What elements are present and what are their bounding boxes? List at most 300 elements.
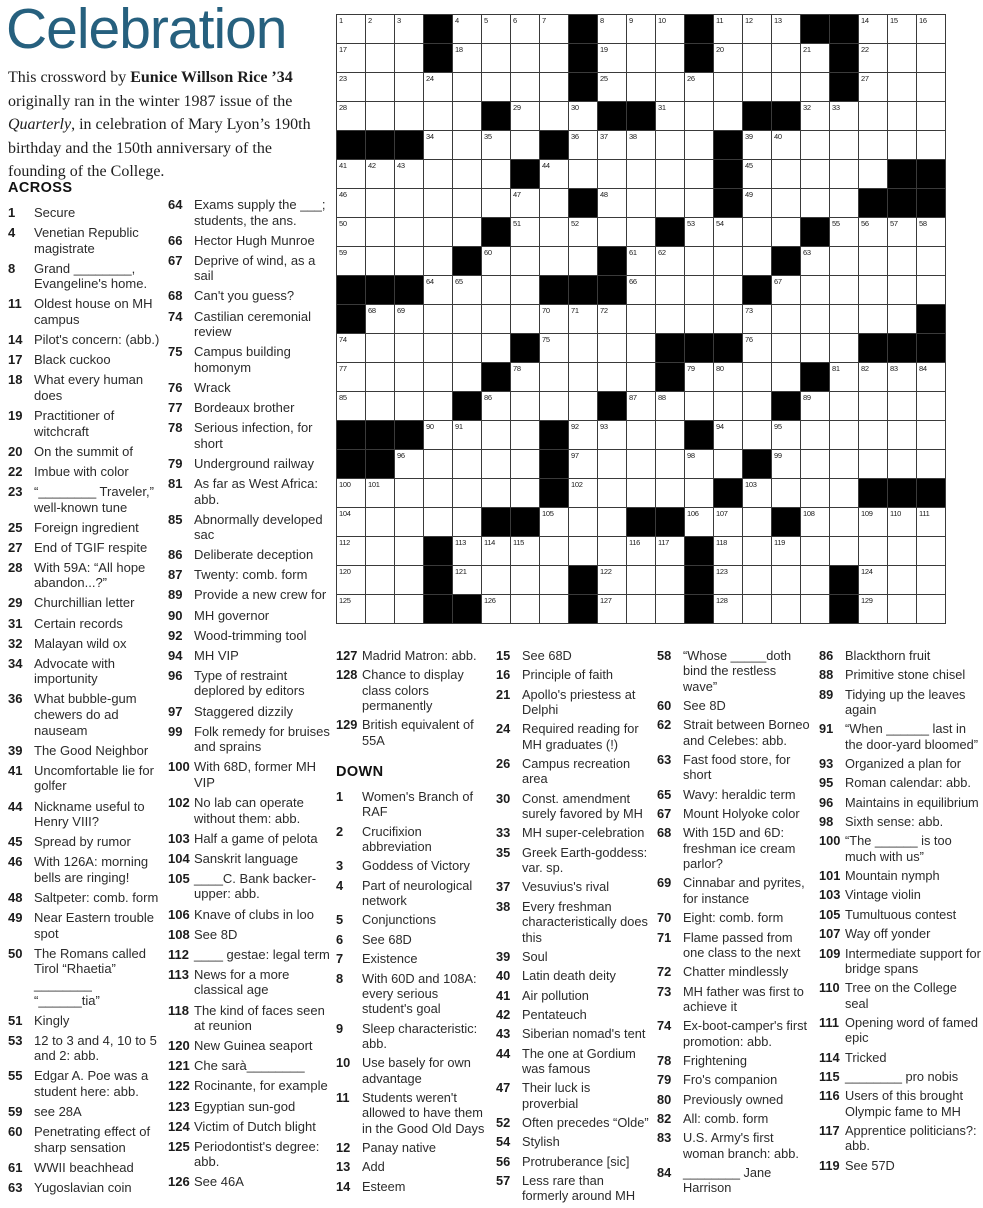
grid-cell[interactable] xyxy=(859,508,887,536)
grid-cell[interactable] xyxy=(453,131,481,159)
grid-cell[interactable] xyxy=(830,334,858,362)
grid-cell[interactable] xyxy=(395,102,423,130)
grid-cell[interactable] xyxy=(714,44,742,72)
grid-cell[interactable] xyxy=(395,363,423,391)
grid-cell[interactable] xyxy=(395,189,423,217)
grid-cell[interactable] xyxy=(859,566,887,594)
grid-cell[interactable] xyxy=(685,392,713,420)
grid-cell[interactable] xyxy=(598,73,626,101)
grid-cell[interactable] xyxy=(830,363,858,391)
grid-cell[interactable] xyxy=(424,131,452,159)
grid-cell[interactable] xyxy=(366,508,394,536)
grid-cell[interactable] xyxy=(859,73,887,101)
grid-cell[interactable] xyxy=(830,450,858,478)
grid-cell[interactable] xyxy=(917,247,945,275)
grid-cell[interactable] xyxy=(743,363,771,391)
grid-cell[interactable] xyxy=(366,15,394,43)
grid-cell[interactable] xyxy=(772,189,800,217)
grid-cell[interactable] xyxy=(743,305,771,333)
grid-cell[interactable] xyxy=(801,566,829,594)
grid-cell[interactable] xyxy=(772,73,800,101)
grid-cell[interactable] xyxy=(540,218,568,246)
grid-cell[interactable] xyxy=(598,566,626,594)
grid-cell[interactable] xyxy=(337,247,365,275)
grid-cell[interactable] xyxy=(772,160,800,188)
grid-cell[interactable] xyxy=(569,102,597,130)
grid-cell[interactable] xyxy=(685,189,713,217)
grid-cell[interactable] xyxy=(656,566,684,594)
grid-cell[interactable] xyxy=(511,595,539,623)
grid-cell[interactable] xyxy=(482,450,510,478)
grid-cell[interactable] xyxy=(656,537,684,565)
grid-cell[interactable] xyxy=(627,44,655,72)
grid-cell[interactable] xyxy=(801,537,829,565)
grid-cell[interactable] xyxy=(395,160,423,188)
grid-cell[interactable] xyxy=(859,131,887,159)
grid-cell[interactable] xyxy=(859,305,887,333)
grid-cell[interactable] xyxy=(714,508,742,536)
grid-cell[interactable] xyxy=(395,218,423,246)
grid-cell[interactable] xyxy=(453,479,481,507)
grid-cell[interactable] xyxy=(482,44,510,72)
grid-cell[interactable] xyxy=(859,276,887,304)
grid-cell[interactable] xyxy=(337,479,365,507)
grid-cell[interactable] xyxy=(656,247,684,275)
grid-cell[interactable] xyxy=(337,15,365,43)
grid-cell[interactable] xyxy=(772,479,800,507)
grid-cell[interactable] xyxy=(627,566,655,594)
grid-cell[interactable] xyxy=(453,218,481,246)
grid-cell[interactable] xyxy=(772,450,800,478)
grid-cell[interactable] xyxy=(801,73,829,101)
grid-cell[interactable] xyxy=(627,276,655,304)
grid-cell[interactable] xyxy=(772,44,800,72)
grid-cell[interactable] xyxy=(685,363,713,391)
grid-cell[interactable] xyxy=(830,189,858,217)
grid-cell[interactable] xyxy=(569,305,597,333)
grid-cell[interactable] xyxy=(888,44,916,72)
grid-cell[interactable] xyxy=(888,537,916,565)
grid-cell[interactable] xyxy=(801,189,829,217)
grid-cell[interactable] xyxy=(801,305,829,333)
grid-cell[interactable] xyxy=(743,508,771,536)
grid-cell[interactable] xyxy=(888,247,916,275)
grid-cell[interactable] xyxy=(569,247,597,275)
grid-cell[interactable] xyxy=(801,334,829,362)
grid-cell[interactable] xyxy=(395,44,423,72)
grid-cell[interactable] xyxy=(627,305,655,333)
grid-cell[interactable] xyxy=(830,131,858,159)
grid-cell[interactable] xyxy=(598,160,626,188)
grid-cell[interactable] xyxy=(482,566,510,594)
grid-cell[interactable] xyxy=(627,131,655,159)
grid-cell[interactable] xyxy=(743,189,771,217)
grid-cell[interactable] xyxy=(482,305,510,333)
grid-cell[interactable] xyxy=(453,73,481,101)
grid-cell[interactable] xyxy=(395,566,423,594)
grid-cell[interactable] xyxy=(598,305,626,333)
grid-cell[interactable] xyxy=(540,508,568,536)
grid-cell[interactable] xyxy=(569,218,597,246)
grid-cell[interactable] xyxy=(366,218,394,246)
grid-cell[interactable] xyxy=(627,595,655,623)
grid-cell[interactable] xyxy=(511,479,539,507)
grid-cell[interactable] xyxy=(627,421,655,449)
grid-cell[interactable] xyxy=(540,305,568,333)
grid-cell[interactable] xyxy=(743,537,771,565)
grid-cell[interactable] xyxy=(772,537,800,565)
grid-cell[interactable] xyxy=(714,363,742,391)
grid-cell[interactable] xyxy=(627,363,655,391)
grid-cell[interactable] xyxy=(424,363,452,391)
grid-cell[interactable] xyxy=(627,160,655,188)
grid-cell[interactable] xyxy=(714,421,742,449)
grid-cell[interactable] xyxy=(511,305,539,333)
grid-cell[interactable] xyxy=(482,189,510,217)
grid-cell[interactable] xyxy=(801,392,829,420)
grid-cell[interactable] xyxy=(453,363,481,391)
grid-cell[interactable] xyxy=(598,131,626,159)
grid-cell[interactable] xyxy=(395,392,423,420)
grid-cell[interactable] xyxy=(859,421,887,449)
grid-cell[interactable] xyxy=(714,566,742,594)
grid-cell[interactable] xyxy=(424,102,452,130)
grid-cell[interactable] xyxy=(569,479,597,507)
grid-cell[interactable] xyxy=(366,479,394,507)
grid-cell[interactable] xyxy=(424,73,452,101)
grid-cell[interactable] xyxy=(482,131,510,159)
grid-cell[interactable] xyxy=(569,334,597,362)
grid-cell[interactable] xyxy=(830,479,858,507)
grid-cell[interactable] xyxy=(656,102,684,130)
grid-cell[interactable] xyxy=(598,363,626,391)
grid-cell[interactable] xyxy=(482,276,510,304)
grid-cell[interactable] xyxy=(743,15,771,43)
grid-cell[interactable] xyxy=(511,44,539,72)
grid-cell[interactable] xyxy=(395,334,423,362)
grid-cell[interactable] xyxy=(366,73,394,101)
grid-cell[interactable] xyxy=(685,247,713,275)
grid-cell[interactable] xyxy=(627,73,655,101)
grid-cell[interactable] xyxy=(743,73,771,101)
grid-cell[interactable] xyxy=(337,160,365,188)
grid-cell[interactable] xyxy=(917,537,945,565)
grid-cell[interactable] xyxy=(540,102,568,130)
grid-cell[interactable] xyxy=(772,363,800,391)
grid-cell[interactable] xyxy=(656,595,684,623)
grid-cell[interactable] xyxy=(511,450,539,478)
grid-cell[interactable] xyxy=(888,450,916,478)
grid-cell[interactable] xyxy=(511,276,539,304)
grid-cell[interactable] xyxy=(337,508,365,536)
grid-cell[interactable] xyxy=(598,15,626,43)
grid-cell[interactable] xyxy=(917,131,945,159)
grid-cell[interactable] xyxy=(627,15,655,43)
grid-cell[interactable] xyxy=(453,421,481,449)
grid-cell[interactable] xyxy=(598,537,626,565)
grid-cell[interactable] xyxy=(917,595,945,623)
grid-cell[interactable] xyxy=(569,508,597,536)
grid-cell[interactable] xyxy=(511,131,539,159)
grid-cell[interactable] xyxy=(801,508,829,536)
grid-cell[interactable] xyxy=(656,160,684,188)
grid-cell[interactable] xyxy=(540,44,568,72)
grid-cell[interactable] xyxy=(888,595,916,623)
grid-cell[interactable] xyxy=(366,44,394,72)
grid-cell[interactable] xyxy=(598,479,626,507)
grid-cell[interactable] xyxy=(482,595,510,623)
grid-cell[interactable] xyxy=(424,189,452,217)
grid-cell[interactable] xyxy=(540,189,568,217)
grid-cell[interactable] xyxy=(743,160,771,188)
grid-cell[interactable] xyxy=(366,247,394,275)
grid-cell[interactable] xyxy=(859,595,887,623)
grid-cell[interactable] xyxy=(801,276,829,304)
grid-cell[interactable] xyxy=(337,537,365,565)
grid-cell[interactable] xyxy=(888,508,916,536)
grid-cell[interactable] xyxy=(801,479,829,507)
grid-cell[interactable] xyxy=(743,218,771,246)
grid-cell[interactable] xyxy=(772,276,800,304)
grid-cell[interactable] xyxy=(656,392,684,420)
grid-cell[interactable] xyxy=(888,305,916,333)
grid-cell[interactable] xyxy=(714,15,742,43)
grid-cell[interactable] xyxy=(714,73,742,101)
grid-cell[interactable] xyxy=(917,421,945,449)
grid-cell[interactable] xyxy=(482,421,510,449)
grid-cell[interactable] xyxy=(395,508,423,536)
grid-cell[interactable] xyxy=(337,189,365,217)
grid-cell[interactable] xyxy=(569,160,597,188)
grid-cell[interactable] xyxy=(888,102,916,130)
grid-cell[interactable] xyxy=(540,334,568,362)
grid-cell[interactable] xyxy=(627,247,655,275)
grid-cell[interactable] xyxy=(482,15,510,43)
grid-cell[interactable] xyxy=(453,102,481,130)
grid-cell[interactable] xyxy=(917,392,945,420)
grid-cell[interactable] xyxy=(859,15,887,43)
grid-cell[interactable] xyxy=(656,189,684,217)
grid-cell[interactable] xyxy=(714,276,742,304)
grid-cell[interactable] xyxy=(453,189,481,217)
grid-cell[interactable] xyxy=(366,595,394,623)
grid-cell[interactable] xyxy=(772,218,800,246)
grid-cell[interactable] xyxy=(714,392,742,420)
grid-cell[interactable] xyxy=(366,189,394,217)
grid-cell[interactable] xyxy=(888,73,916,101)
grid-cell[interactable] xyxy=(685,218,713,246)
grid-cell[interactable] xyxy=(598,218,626,246)
grid-cell[interactable] xyxy=(453,15,481,43)
grid-cell[interactable] xyxy=(656,131,684,159)
grid-cell[interactable] xyxy=(540,15,568,43)
grid-cell[interactable] xyxy=(888,131,916,159)
grid-cell[interactable] xyxy=(685,508,713,536)
grid-cell[interactable] xyxy=(743,566,771,594)
grid-cell[interactable] xyxy=(627,189,655,217)
grid-cell[interactable] xyxy=(453,276,481,304)
grid-cell[interactable] xyxy=(569,450,597,478)
grid-cell[interactable] xyxy=(424,421,452,449)
grid-cell[interactable] xyxy=(772,131,800,159)
grid-cell[interactable] xyxy=(656,276,684,304)
grid-cell[interactable] xyxy=(859,102,887,130)
grid-cell[interactable] xyxy=(656,15,684,43)
grid-cell[interactable] xyxy=(569,537,597,565)
grid-cell[interactable] xyxy=(395,479,423,507)
grid-cell[interactable] xyxy=(511,566,539,594)
grid-cell[interactable] xyxy=(540,566,568,594)
grid-cell[interactable] xyxy=(859,392,887,420)
grid-cell[interactable] xyxy=(453,305,481,333)
grid-cell[interactable] xyxy=(859,44,887,72)
grid-cell[interactable] xyxy=(917,363,945,391)
grid-cell[interactable] xyxy=(888,421,916,449)
grid-cell[interactable] xyxy=(598,508,626,536)
grid-cell[interactable] xyxy=(540,537,568,565)
grid-cell[interactable] xyxy=(830,218,858,246)
grid-cell[interactable] xyxy=(366,102,394,130)
grid-cell[interactable] xyxy=(743,334,771,362)
grid-cell[interactable] xyxy=(656,421,684,449)
grid-cell[interactable] xyxy=(511,421,539,449)
grid-cell[interactable] xyxy=(830,392,858,420)
grid-cell[interactable] xyxy=(598,334,626,362)
grid-cell[interactable] xyxy=(830,305,858,333)
grid-cell[interactable] xyxy=(453,160,481,188)
grid-cell[interactable] xyxy=(917,218,945,246)
grid-cell[interactable] xyxy=(511,102,539,130)
grid-cell[interactable] xyxy=(772,595,800,623)
grid-cell[interactable] xyxy=(511,189,539,217)
grid-cell[interactable] xyxy=(453,44,481,72)
grid-cell[interactable] xyxy=(511,363,539,391)
grid-cell[interactable] xyxy=(656,73,684,101)
grid-cell[interactable] xyxy=(511,73,539,101)
grid-cell[interactable] xyxy=(598,450,626,478)
grid-cell[interactable] xyxy=(540,363,568,391)
grid-cell[interactable] xyxy=(917,102,945,130)
grid-cell[interactable] xyxy=(743,247,771,275)
grid-cell[interactable] xyxy=(366,363,394,391)
grid-cell[interactable] xyxy=(801,44,829,72)
grid-cell[interactable] xyxy=(743,131,771,159)
grid-cell[interactable] xyxy=(395,15,423,43)
grid-cell[interactable] xyxy=(685,479,713,507)
grid-cell[interactable] xyxy=(917,450,945,478)
grid-cell[interactable] xyxy=(569,392,597,420)
grid-cell[interactable] xyxy=(540,73,568,101)
grid-cell[interactable] xyxy=(801,595,829,623)
grid-cell[interactable] xyxy=(685,276,713,304)
grid-cell[interactable] xyxy=(511,218,539,246)
grid-cell[interactable] xyxy=(482,247,510,275)
grid-cell[interactable] xyxy=(337,73,365,101)
grid-cell[interactable] xyxy=(830,247,858,275)
grid-cell[interactable] xyxy=(859,363,887,391)
grid-cell[interactable] xyxy=(772,305,800,333)
grid-cell[interactable] xyxy=(656,44,684,72)
grid-cell[interactable] xyxy=(772,15,800,43)
grid-cell[interactable] xyxy=(395,305,423,333)
grid-cell[interactable] xyxy=(888,566,916,594)
grid-cell[interactable] xyxy=(395,595,423,623)
grid-cell[interactable] xyxy=(598,595,626,623)
grid-cell[interactable] xyxy=(511,537,539,565)
grid-cell[interactable] xyxy=(859,218,887,246)
grid-cell[interactable] xyxy=(366,566,394,594)
grid-cell[interactable] xyxy=(453,566,481,594)
grid-cell[interactable] xyxy=(482,479,510,507)
grid-cell[interactable] xyxy=(685,160,713,188)
grid-cell[interactable] xyxy=(743,595,771,623)
grid-cell[interactable] xyxy=(337,363,365,391)
grid-cell[interactable] xyxy=(714,537,742,565)
grid-cell[interactable] xyxy=(424,276,452,304)
grid-cell[interactable] xyxy=(424,218,452,246)
grid-cell[interactable] xyxy=(830,276,858,304)
grid-cell[interactable] xyxy=(627,479,655,507)
grid-cell[interactable] xyxy=(540,392,568,420)
grid-cell[interactable] xyxy=(540,595,568,623)
grid-cell[interactable] xyxy=(482,160,510,188)
grid-cell[interactable] xyxy=(598,189,626,217)
grid-cell[interactable] xyxy=(888,363,916,391)
grid-cell[interactable] xyxy=(830,508,858,536)
grid-cell[interactable] xyxy=(511,392,539,420)
grid-cell[interactable] xyxy=(859,160,887,188)
grid-cell[interactable] xyxy=(714,595,742,623)
grid-cell[interactable] xyxy=(917,73,945,101)
grid-cell[interactable] xyxy=(627,450,655,478)
grid-cell[interactable] xyxy=(395,450,423,478)
grid-cell[interactable] xyxy=(743,392,771,420)
grid-cell[interactable] xyxy=(337,44,365,72)
grid-cell[interactable] xyxy=(598,421,626,449)
grid-cell[interactable] xyxy=(424,334,452,362)
grid-cell[interactable] xyxy=(917,566,945,594)
grid-cell[interactable] xyxy=(482,73,510,101)
grid-cell[interactable] xyxy=(772,421,800,449)
grid-cell[interactable] xyxy=(801,450,829,478)
grid-cell[interactable] xyxy=(685,102,713,130)
grid-cell[interactable] xyxy=(801,160,829,188)
grid-cell[interactable] xyxy=(453,450,481,478)
grid-cell[interactable] xyxy=(917,44,945,72)
grid-cell[interactable] xyxy=(656,305,684,333)
grid-cell[interactable] xyxy=(482,537,510,565)
grid-cell[interactable] xyxy=(685,305,713,333)
grid-cell[interactable] xyxy=(830,102,858,130)
grid-cell[interactable] xyxy=(511,247,539,275)
grid-cell[interactable] xyxy=(337,566,365,594)
grid-cell[interactable] xyxy=(424,160,452,188)
grid-cell[interactable] xyxy=(337,102,365,130)
grid-cell[interactable] xyxy=(366,305,394,333)
grid-cell[interactable] xyxy=(627,334,655,362)
grid-cell[interactable] xyxy=(801,102,829,130)
grid-cell[interactable] xyxy=(859,537,887,565)
grid-cell[interactable] xyxy=(685,73,713,101)
grid-cell[interactable] xyxy=(859,247,887,275)
grid-cell[interactable] xyxy=(714,305,742,333)
grid-cell[interactable] xyxy=(424,508,452,536)
grid-cell[interactable] xyxy=(685,131,713,159)
grid-cell[interactable] xyxy=(859,450,887,478)
grid-cell[interactable] xyxy=(366,334,394,362)
grid-cell[interactable] xyxy=(366,392,394,420)
grid-cell[interactable] xyxy=(395,73,423,101)
